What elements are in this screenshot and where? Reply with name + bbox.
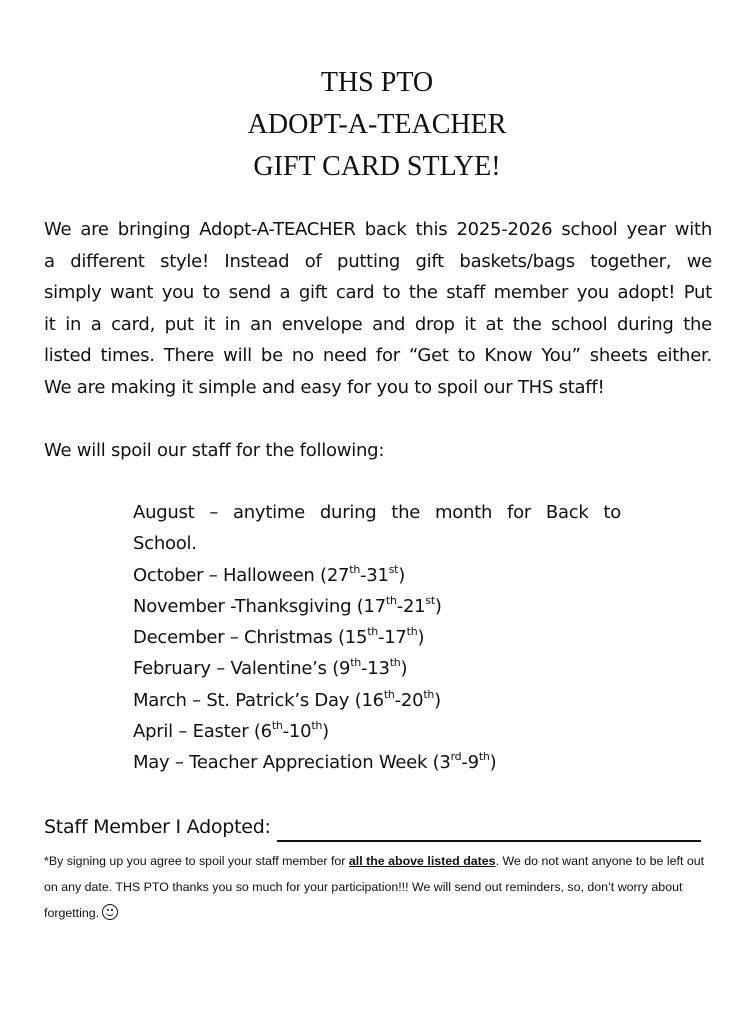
intro-line-3: simply want you to send a gift card to the staff member you adopt! Put	[44, 282, 712, 303]
event-text: May – Teacher Appreciation Week (3	[133, 752, 451, 774]
intro-line-5: listed times. There will be no need for “Get to Know You” sheets either.	[44, 345, 712, 366]
schedule-lead: We will spoil our staff for the following:	[44, 440, 385, 461]
ordinal-suffix: th	[383, 687, 395, 701]
ordinal-suffix: th	[311, 719, 323, 733]
event-text: -10	[282, 721, 312, 743]
event-list	[133, 497, 621, 779]
event-text: )	[434, 595, 442, 617]
ordinal-suffix: rd	[450, 750, 462, 764]
staff-member-label: Staff Member I Adopted:	[44, 816, 271, 838]
event-march	[133, 685, 621, 716]
intro-line-1: We are bringing Adopt-A-TEACHER back this 2025-2026 school year with	[44, 219, 712, 240]
event-text: -21	[396, 595, 426, 617]
ordinal-suffix: th	[478, 750, 490, 764]
event-december	[133, 622, 621, 653]
event-text: -20	[394, 689, 424, 711]
ordinal-suffix: th	[389, 656, 401, 670]
event-text: )	[400, 658, 408, 680]
footnote-emphasis: all the above listed dates	[348, 854, 496, 868]
ordinal-suffix: st	[388, 562, 399, 576]
ordinal-suffix: st	[425, 593, 435, 607]
event-october	[133, 560, 621, 591]
event-text: February – Valentine’s (9	[133, 658, 351, 680]
intro-line-4: it in a card, put it in an envelope and drop it at the school during the	[44, 313, 712, 335]
event-april	[133, 716, 621, 747]
event-text: December – Christmas (15	[133, 627, 368, 649]
event-text: October – Halloween (27	[133, 564, 350, 586]
event-may	[133, 747, 621, 778]
event-november	[133, 591, 621, 622]
event-text: March – St. Patrick’s Day (16	[133, 689, 384, 711]
event-text: April – Easter (6	[133, 721, 272, 743]
staff-member-blank-line[interactable]	[277, 818, 701, 842]
event-text: -17	[377, 627, 407, 649]
event-text: -9	[461, 752, 479, 774]
title-line-1: THS PTO	[320, 67, 434, 98]
ordinal-suffix: th	[367, 625, 378, 639]
event-text: -13	[361, 658, 390, 680]
footnote-pre: *By signing up you agree to spoil your staff member for	[44, 854, 349, 868]
event-text: )	[489, 752, 497, 774]
event-august	[133, 497, 621, 560]
intro-paragraph	[44, 214, 712, 403]
ordinal-suffix: th	[406, 625, 418, 639]
event-august-line-2: School.	[133, 533, 197, 555]
staff-member-field	[44, 812, 701, 842]
event-text: )	[434, 689, 441, 711]
event-text: )	[322, 721, 329, 743]
intro-line-2: a different style! Instead of putting gift baskets/bags together, we	[44, 250, 712, 272]
event-february	[133, 653, 621, 684]
intro-line-6: We are making it simple and easy for you to spoil our THS staff!	[44, 376, 605, 398]
title-line-2: ADOPT-A-TEACHER	[247, 109, 507, 140]
flyer-title	[0, 62, 754, 188]
ordinal-suffix: th	[350, 656, 362, 670]
event-august-line-1: August – anytime during the month for Back to	[133, 502, 621, 523]
ordinal-suffix: th	[271, 719, 283, 733]
footnote-post: . We do not want anyone to be left out on any date. THS PTO thanks you so much for your participation!!! We will send out reminders, so, don’t worry about forgetting.	[44, 854, 705, 920]
event-text: )	[417, 627, 425, 649]
event-text: November -Thanksgiving (17	[133, 595, 386, 617]
title-line-3: GIFT CARD STLYE!	[253, 151, 501, 182]
ordinal-suffix: th	[349, 562, 361, 576]
footnote	[44, 848, 712, 926]
smiley-face-icon	[102, 904, 118, 920]
ordinal-suffix: th	[423, 687, 435, 701]
event-text: -31	[360, 564, 389, 586]
event-text: )	[398, 564, 406, 586]
ordinal-suffix: th	[385, 593, 397, 607]
